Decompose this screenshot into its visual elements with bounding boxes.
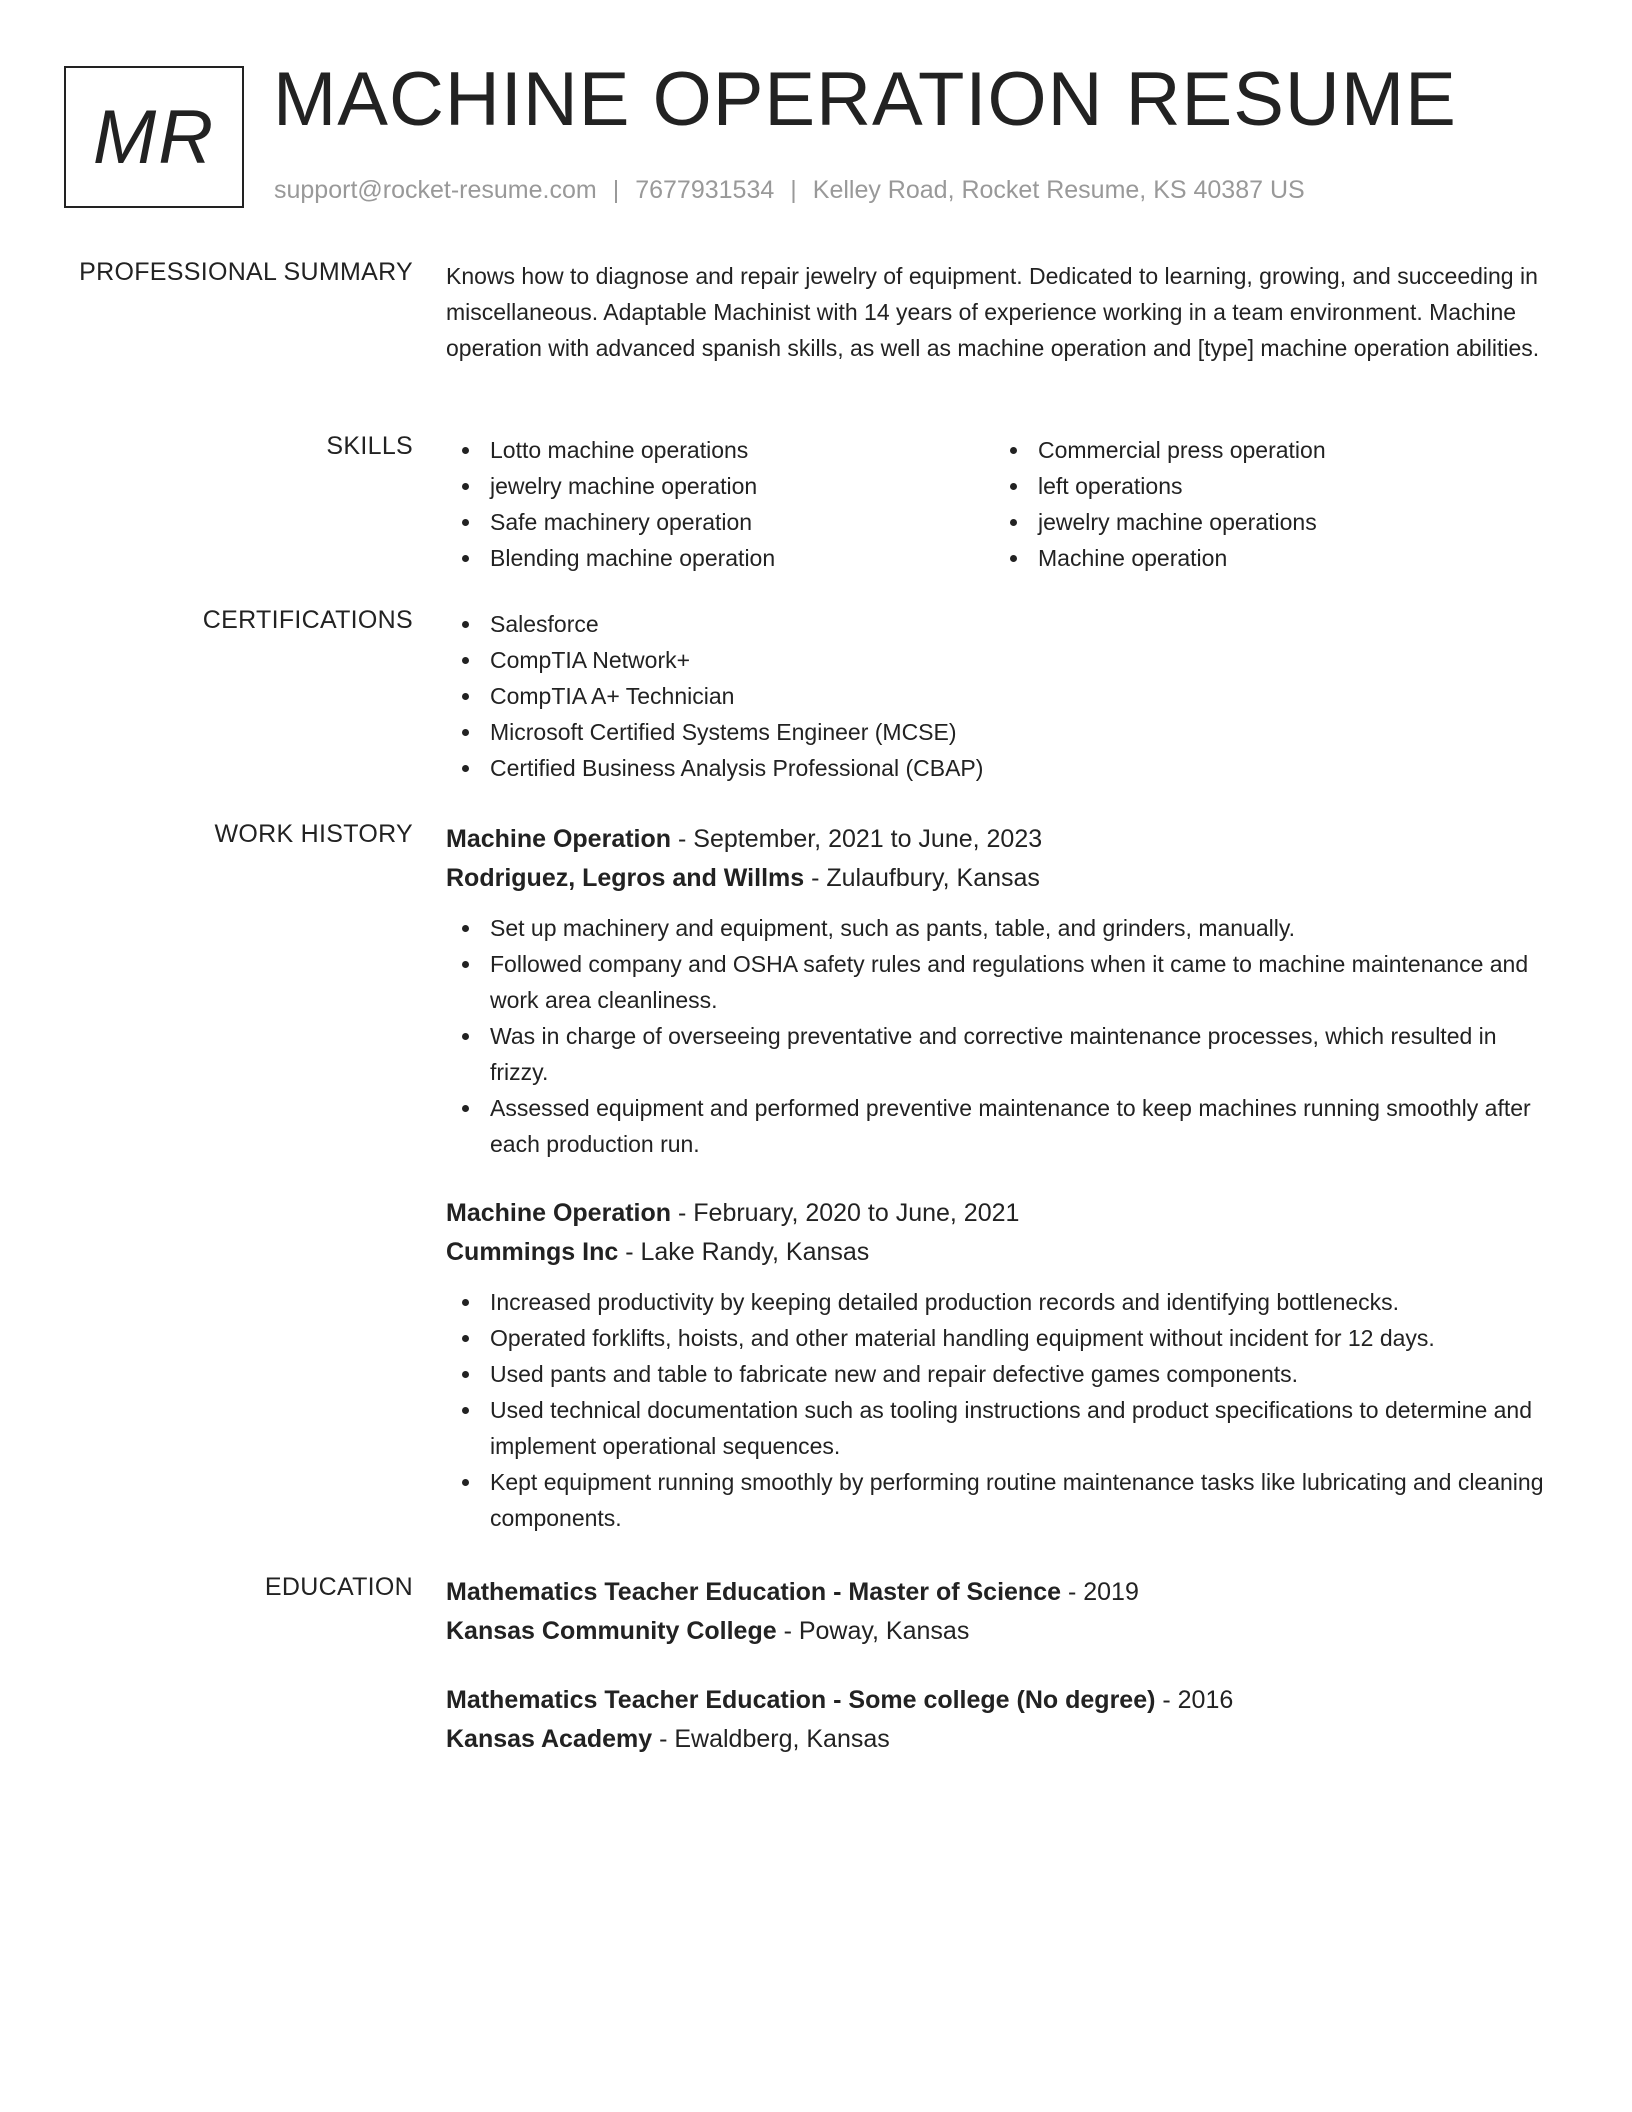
skill-item: jewelry machine operation — [446, 468, 994, 504]
skill-item: left operations — [994, 468, 1542, 504]
school-line — [446, 1719, 1556, 1759]
job-title-line — [446, 820, 1556, 858]
education-heading: EDUCATION — [264, 1573, 413, 1601]
certification-item: Salesforce — [446, 606, 1556, 642]
contact-address: Kelley Road, Rocket Resume, KS 40387 US — [812, 176, 1305, 204]
job-entry — [446, 1194, 1556, 1536]
contact-separator: | — [790, 176, 797, 204]
work-history-heading: WORK HISTORY — [214, 820, 413, 848]
summary-text: Knows how to diagnose and repair jewelry of equipment. Dedicated to learning, growing, and succeeding in miscellaneous. Adaptable Machinist with 14 years of experience working in a team environment. Machine operation with advanced spanish skills, as well as machine operation and [type] machine operation abilities. — [446, 263, 1540, 361]
contact-line — [274, 176, 1305, 205]
certification-item: CompTIA Network+ — [446, 642, 1556, 678]
job-duty-item: Used technical documentation such as tooling instructions and product specifications to determine and implement operational sequences. — [446, 1392, 1556, 1464]
resume-title: MACHINE OPERATION RESUME — [273, 57, 1457, 142]
job-duty-item: Operated forklifts, hoists, and other material handling equipment without incident for 12 days. — [446, 1320, 1556, 1356]
certification-item: CompTIA A+ Technician — [446, 678, 1556, 714]
job-location: - Lake Randy, Kansas — [618, 1238, 870, 1266]
skills-heading: SKILLS — [326, 432, 413, 460]
skills-list-left — [446, 432, 994, 576]
skills-list-right — [994, 432, 1542, 576]
school-location: - Poway, Kansas — [776, 1617, 970, 1645]
job-company-line — [446, 1232, 1556, 1272]
job-dates: - September, 2021 to June, 2023 — [671, 825, 1043, 853]
degree-line — [446, 1573, 1556, 1611]
job-duty-item: Followed company and OSHA safety rules and regulations when it came to machine maintenance and work area cleanliness. — [446, 946, 1556, 1018]
school: Kansas Community College — [446, 1617, 777, 1645]
graduation-year: - 2016 — [1155, 1686, 1234, 1714]
education-entry — [446, 1681, 1556, 1759]
skill-item: Blending machine operation — [446, 540, 994, 576]
certification-item: Microsoft Certified Systems Engineer (MCSE) — [446, 714, 1556, 750]
job-entry — [446, 820, 1556, 1162]
certifications-heading: CERTIFICATIONS — [202, 606, 413, 634]
summary-heading: PROFESSIONAL SUMMARY — [79, 258, 413, 286]
job-duty-item: Increased productivity by keeping detailed production records and identifying bottlenecks. — [446, 1284, 1556, 1320]
job-company: Rodriguez, Legros and Willms — [446, 864, 805, 892]
job-duty-item: Assessed equipment and performed preventive maintenance to keep machines running smoothly after each production run. — [446, 1090, 1556, 1162]
job-duty-item: Kept equipment running smoothly by performing routine maintenance tasks like lubricating and cleaning components. — [446, 1464, 1556, 1536]
contact-phone[interactable]: 7677931534 — [635, 176, 775, 204]
job-duty-item: Was in charge of overseeing preventative and corrective maintenance processes, which resulted in frizzy. — [446, 1018, 1556, 1090]
skill-item: Commercial press operation — [994, 432, 1542, 468]
certifications-list — [446, 606, 1556, 786]
monogram: MR — [64, 66, 244, 208]
job-title-line — [446, 1194, 1556, 1232]
contact-separator: | — [612, 176, 620, 204]
job-duty-item: Set up machinery and equipment, such as pants, table, and grinders, manually. — [446, 910, 1556, 946]
degree: Mathematics Teacher Education - Some college (No degree) — [446, 1686, 1156, 1714]
job-duties-list — [446, 1284, 1556, 1536]
job-title: Machine Operation — [446, 825, 672, 853]
job-dates: - February, 2020 to June, 2021 — [671, 1199, 1020, 1227]
school-location: - Ewaldberg, Kansas — [652, 1725, 890, 1753]
skill-item: jewelry machine operations — [994, 504, 1542, 540]
graduation-year: - 2019 — [1061, 1578, 1139, 1606]
skill-item: Safe machinery operation — [446, 504, 994, 540]
degree: Mathematics Teacher Education - Master of Science — [446, 1578, 1062, 1606]
certification-item: Certified Business Analysis Professional (CBAP) — [446, 750, 1556, 786]
skill-item: Lotto machine operations — [446, 432, 994, 468]
job-duty-item: Used pants and table to fabricate new and repair defective games components. — [446, 1356, 1556, 1392]
job-company: Cummings Inc — [446, 1238, 619, 1266]
school-line — [446, 1611, 1556, 1651]
skill-item: Machine operation — [994, 540, 1542, 576]
school: Kansas Academy — [446, 1725, 653, 1753]
job-duties-list — [446, 910, 1556, 1162]
job-location: - Zulaufbury, Kansas — [804, 864, 1040, 892]
job-title: Machine Operation — [446, 1199, 672, 1227]
degree-line — [446, 1681, 1556, 1719]
job-company-line — [446, 858, 1556, 898]
contact-email[interactable]: support@rocket-resume.com — [274, 176, 597, 204]
education-entry — [446, 1573, 1556, 1651]
